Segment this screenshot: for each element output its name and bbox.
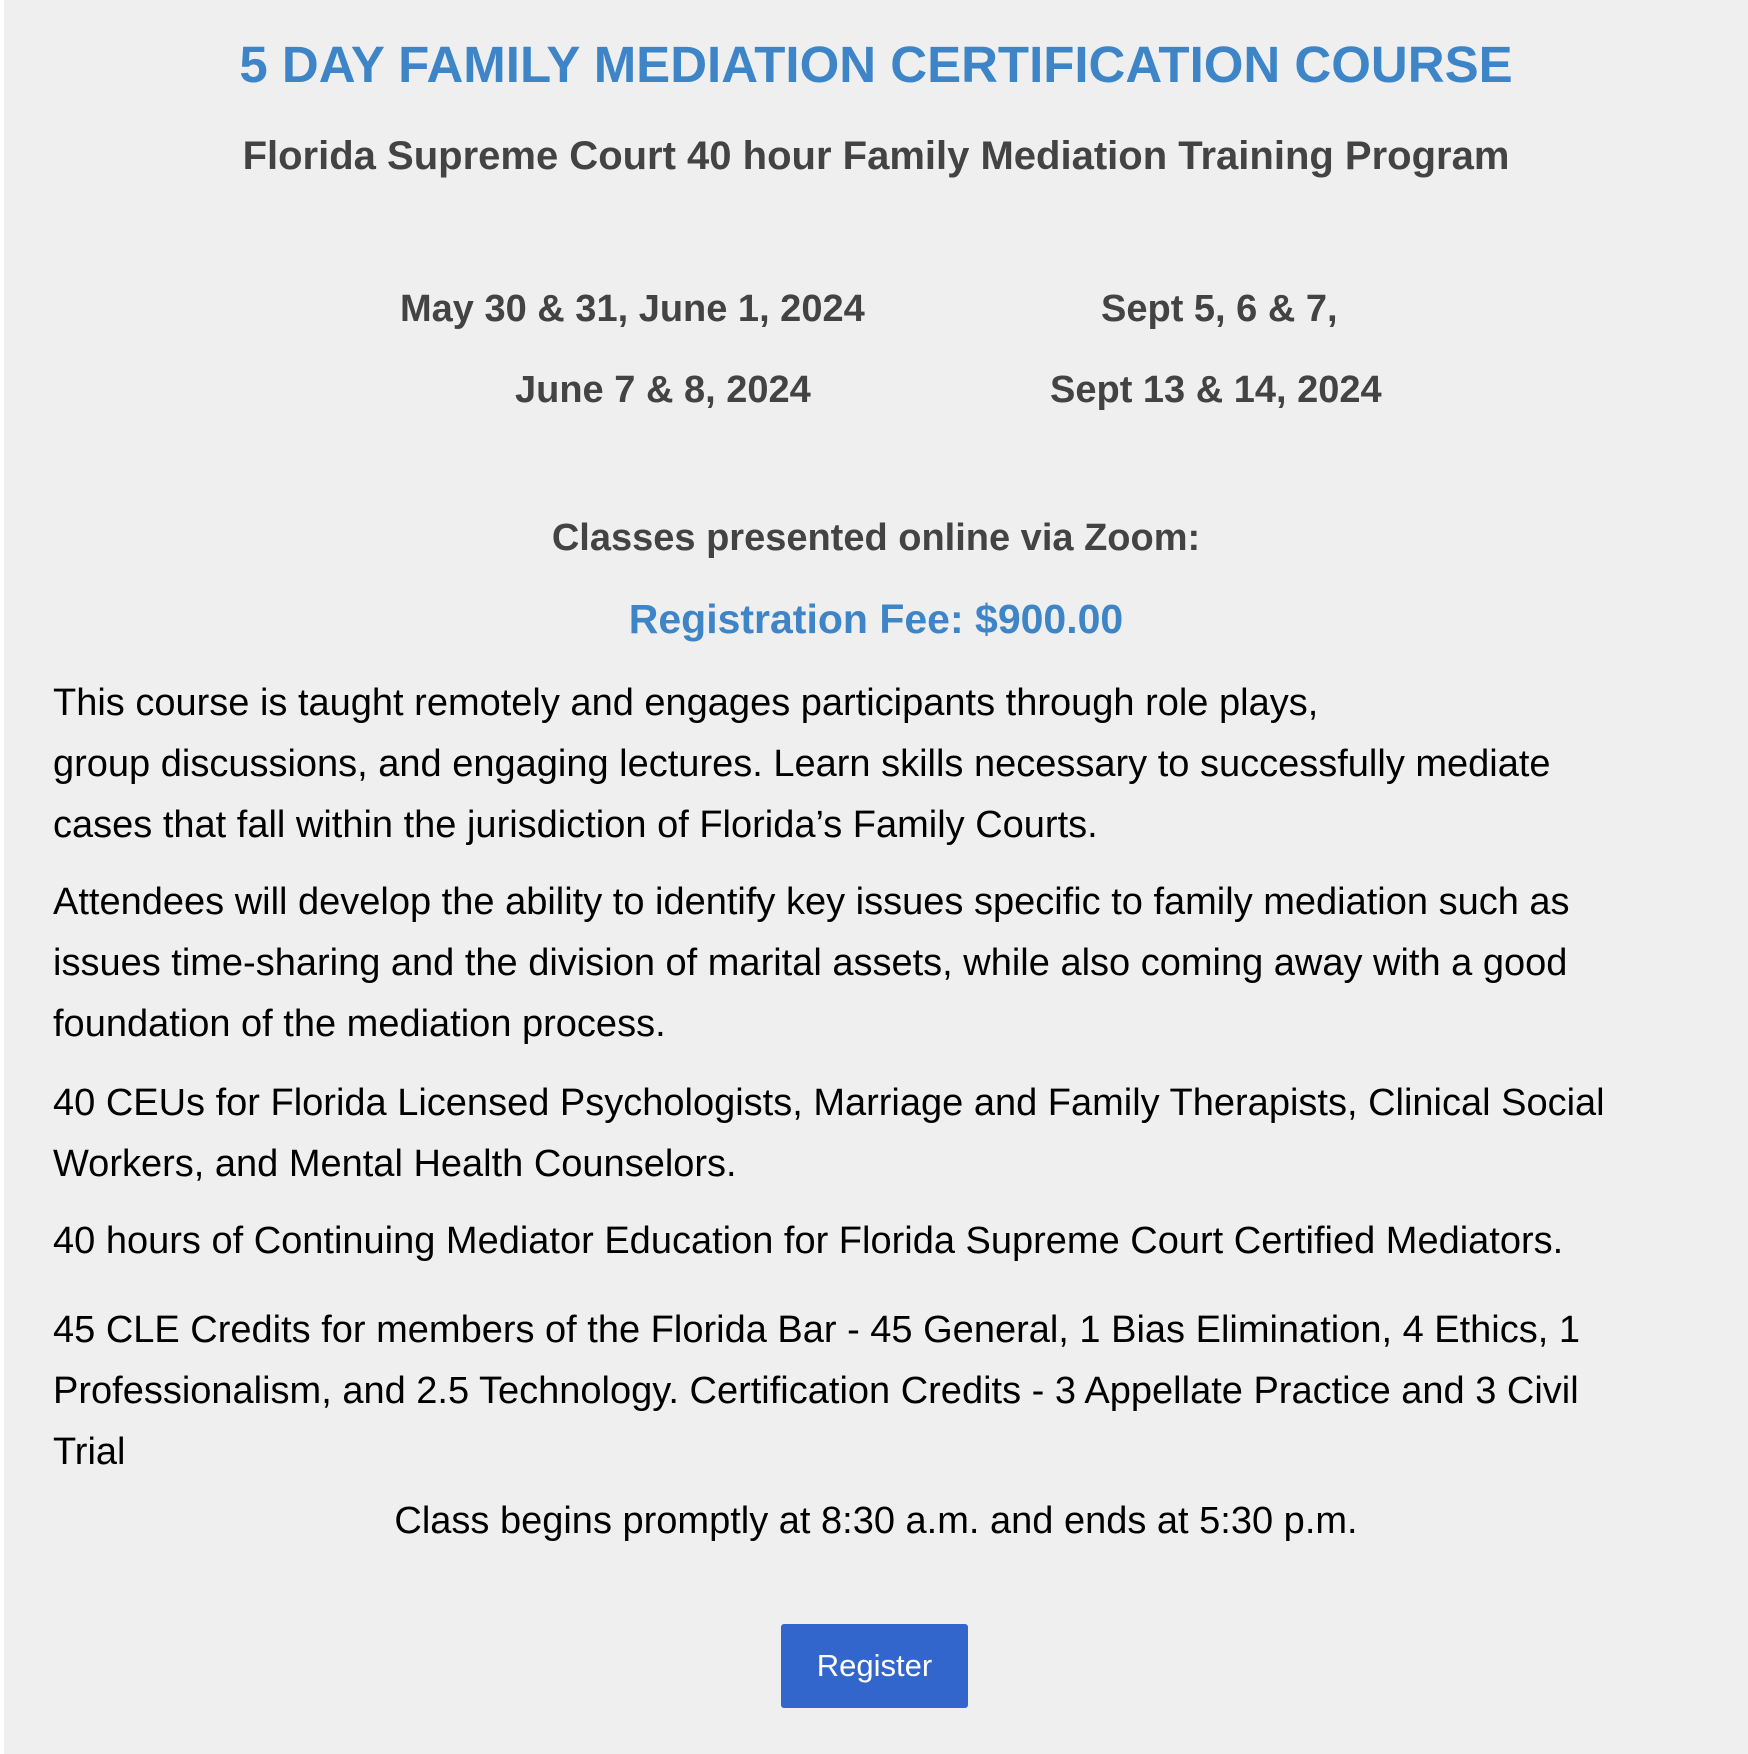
session1-dates-line1: May 30 & 31, June 1, 2024 <box>400 288 865 330</box>
paragraph-line: 45 CLE Credits for members of the Florida Bar - 45 General, 1 Bias Elimination, 4 Ethics, 1 <box>53 1309 1580 1351</box>
paragraph-line: Attendees will develop the ability to identify key issues specific to family mediation such as <box>53 881 1570 923</box>
paragraph-line: 40 CEUs for Florida Licensed Psychologists, Marriage and Family Therapists, Clinical Social <box>53 1082 1605 1124</box>
cle-credits-paragraph <box>53 1300 1713 1483</box>
delivery-method: Classes presented online via Zoom: <box>551 517 1201 559</box>
paragraph-line: cases that fall within the jurisdiction of Florida’s Family Courts. <box>53 804 1098 846</box>
paragraph-line: This course is taught remotely and engages participants through role plays, <box>53 682 1319 724</box>
session2-dates-line1: Sept 5, 6 & 7, <box>1101 288 1338 330</box>
ceu-credits-paragraph <box>53 1073 1713 1195</box>
paragraph-line: Trial <box>53 1431 126 1473</box>
course-description-paragraph <box>53 673 1713 856</box>
session1-dates-line2: June 7 & 8, 2024 <box>515 369 811 411</box>
attendee-skills-paragraph <box>53 872 1713 1055</box>
registration-fee: Registration Fee: $900.00 <box>628 596 1124 642</box>
register-button[interactable]: Register <box>781 1624 968 1708</box>
paragraph-line: foundation of the mediation process. <box>53 1003 666 1045</box>
mediator-education-paragraph <box>53 1211 1713 1272</box>
paragraph-line: Workers, and Mental Health Counselors. <box>53 1143 737 1185</box>
session2-dates-line2: Sept 13 & 14, 2024 <box>1050 369 1382 411</box>
paragraph-line: issues time-sharing and the division of marital assets, while also coming away with a good <box>53 942 1568 984</box>
page-title: 5 DAY FAMILY MEDIATION CERTIFICATION COURSE <box>239 36 1513 93</box>
paragraph-line: group discussions, and engaging lectures. Learn skills necessary to successfully mediate <box>53 743 1551 785</box>
paragraph-line: 40 hours of Continuing Mediator Education for Florida Supreme Court Certified Mediators. <box>53 1220 1564 1262</box>
page-subtitle: Florida Supreme Court 40 hour Family Mediation Training Program <box>242 134 1510 178</box>
paragraph-line: Professionalism, and 2.5 Technology. Certification Credits - 3 Appellate Practice and 3 Civil <box>53 1370 1579 1412</box>
course-announcement-panel <box>4 0 1748 1754</box>
class-schedule: Class begins promptly at 8:30 a.m. and ends at 5:30 p.m. <box>394 1500 1358 1542</box>
